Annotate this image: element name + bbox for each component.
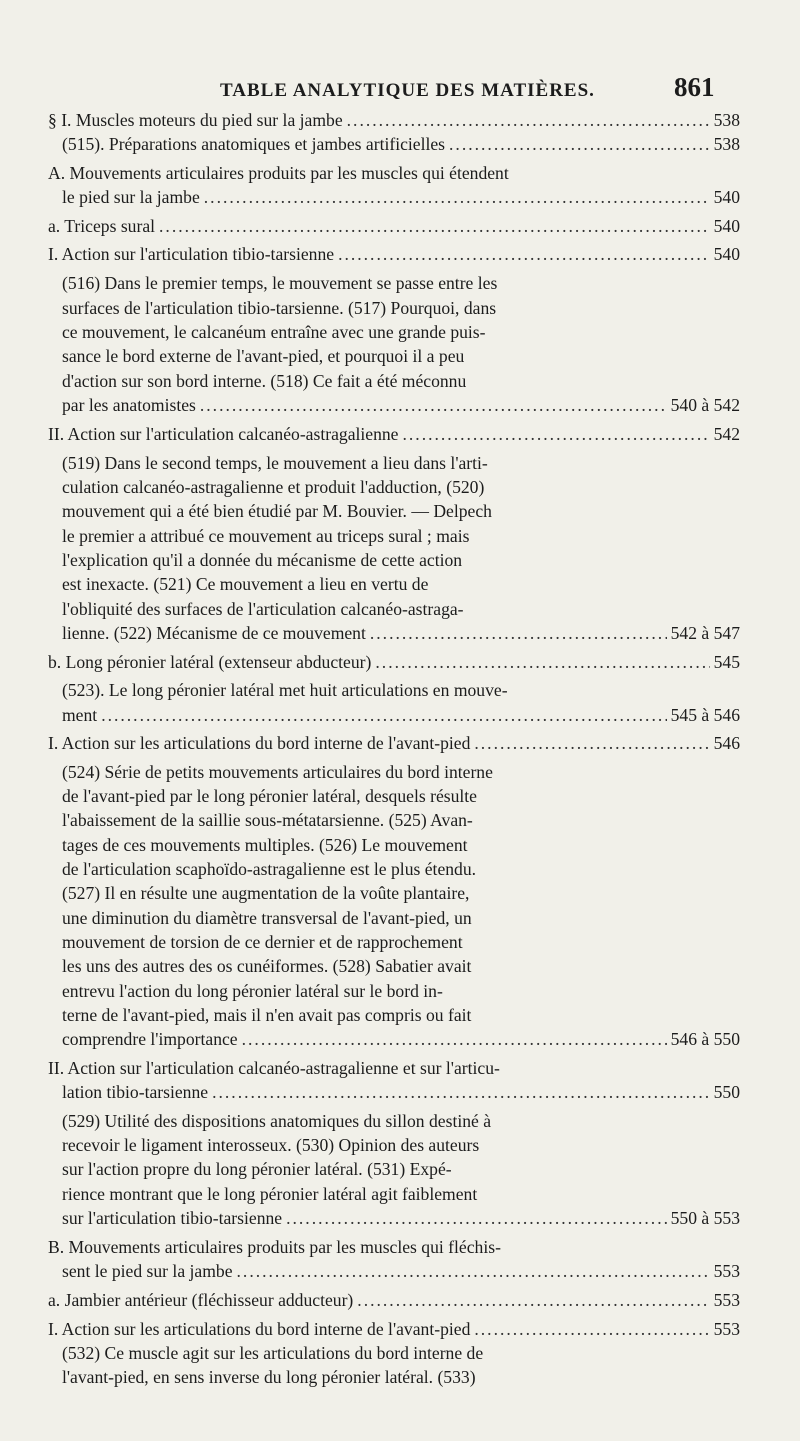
toc-entry-text: ce mouvement, le calcanéum entraîne avec une grande puis- (62, 322, 486, 342)
toc-entry-text: surfaces de l'articulation tibio-tarsienne. (517) Pourquoi, dans (62, 298, 497, 318)
toc-line (62, 1109, 740, 1133)
toc-entry-text: comprendre l'importance (62, 1029, 238, 1049)
toc-entry-text: recevoir le ligament interosseux. (530) Opinion des auteurs (62, 1135, 480, 1155)
toc-line (48, 242, 740, 266)
dot-leader (357, 1288, 709, 1312)
toc-line (62, 1206, 740, 1230)
toc-line (62, 881, 740, 905)
toc-line (62, 597, 740, 621)
toc-line (62, 499, 740, 523)
toc-entry-text: lation tibio-tarsienne (62, 1082, 209, 1102)
toc-entry-text: tages de ces mouvements multiples. (526) Le mouvement (62, 835, 468, 855)
toc-page-ref: 545 (713, 652, 740, 672)
toc-line (62, 833, 740, 857)
dot-leader (403, 422, 710, 446)
toc-line (62, 271, 740, 295)
toc-line (62, 1365, 740, 1389)
dot-leader (101, 703, 666, 727)
toc-page-ref: 540 (713, 244, 740, 264)
toc-line (62, 132, 740, 156)
toc-page-ref: 540 (713, 216, 740, 236)
toc-entry-text: II. Action sur l'articulation calcanéo-astragalienne (48, 424, 399, 444)
toc-line (62, 1259, 740, 1283)
toc-line (48, 161, 740, 185)
toc-line (62, 1182, 740, 1206)
toc-entry-text: B. Mouvements articulaires produits par les muscles qui fléchis- (48, 1237, 501, 1257)
toc-entry-text: (524) Série de petits mouvements articulaires du bord interne (62, 762, 493, 782)
toc-entry-text: mouvement qui a été bien étudié par M. Bouvier. — Delpech (62, 501, 492, 521)
toc-page-ref: 550 à 553 (670, 1208, 740, 1228)
toc-line (62, 548, 740, 572)
toc-entry-text: sent le pied sur la jambe (62, 1261, 233, 1281)
toc-line (62, 760, 740, 784)
running-title: TABLE ANALYTIQUE DES MATIÈRES. (220, 80, 595, 101)
toc-entry-text: de l'articulation scaphoïdo-astragalienne est le plus étendu. (62, 859, 477, 879)
toc-page-ref: 540 à 542 (670, 395, 740, 415)
toc-entry-text: l'avant-pied, en sens inverse du long péronier latéral. (533) (62, 1367, 476, 1387)
toc-entry-text: est inexacte. (521) Ce mouvement a lieu en vertu de (62, 574, 429, 594)
dot-leader (159, 214, 710, 238)
toc-entry-text: A. Mouvements articulaires produits par les muscles qui étendent (48, 163, 509, 183)
toc-page-ref: 545 à 546 (670, 705, 740, 725)
toc-line (62, 1341, 740, 1365)
toc-line (48, 214, 740, 238)
page-number: 861 (674, 72, 715, 102)
toc-line (48, 108, 740, 132)
toc-page-ref: 553 (713, 1319, 740, 1339)
toc-line (62, 979, 740, 1003)
toc-line (62, 185, 740, 209)
toc-line (62, 320, 740, 344)
toc-page-ref: 550 (713, 1082, 740, 1102)
toc-entry-text: par les anatomistes (62, 395, 196, 415)
toc-line (62, 572, 740, 596)
dot-leader (242, 1027, 667, 1051)
toc-entry-text: lienne. (522) Mécanisme de ce mouvement (62, 623, 366, 643)
dot-leader (449, 132, 710, 156)
toc-entry-text: sur l'articulation tibio-tarsienne (62, 1208, 283, 1228)
toc-line (62, 621, 740, 645)
toc-line (62, 393, 740, 417)
dot-leader (212, 1080, 710, 1104)
toc-line (48, 1288, 740, 1312)
toc-entry-text: (519) Dans le second temps, le mouvement a lieu dans l'arti- (62, 453, 488, 473)
toc-page-ref: 542 (713, 424, 740, 444)
toc-page-ref: 540 (713, 187, 740, 207)
toc-entry-text: ment (62, 705, 98, 725)
toc-entry-text: le premier a attribué ce mouvement au triceps sural ; mais (62, 526, 470, 546)
toc-line (62, 954, 740, 978)
toc-line (62, 475, 740, 499)
toc-entry-text: mouvement de torsion de ce dernier et de rapprochement (62, 932, 463, 952)
toc-line (62, 784, 740, 808)
toc-entry-text: d'action sur son bord interne. (518) Ce fait a été méconnu (62, 371, 467, 391)
toc-line (62, 678, 740, 702)
dot-leader (347, 108, 710, 132)
dot-leader (204, 185, 710, 209)
dot-leader (200, 393, 667, 417)
toc-entry-text: une diminution du diamètre transversal de l'avant-pied, un (62, 908, 472, 928)
toc-entry-text: rience montrant que le long péronier latéral agit faiblement (62, 1184, 478, 1204)
toc-line (62, 344, 740, 368)
toc-line (48, 1317, 740, 1341)
toc-entry-text: les uns des autres des os cunéiformes. (528) Sabatier avait (62, 956, 472, 976)
toc-line (62, 930, 740, 954)
toc-page-ref: 553 (713, 1290, 740, 1310)
dot-leader (286, 1206, 667, 1230)
toc-entry-text: I. Action sur l'articulation tibio-tarsienne (48, 244, 335, 264)
toc-line (48, 731, 740, 755)
dot-leader (370, 621, 667, 645)
toc-entry-text: culation calcanéo-astragalienne et produit l'adduction, (520) (62, 477, 485, 497)
toc-page-ref: 542 à 547 (670, 623, 740, 643)
page-header (0, 72, 800, 108)
toc-line (48, 1056, 740, 1080)
toc-line (62, 703, 740, 727)
toc-page-ref: 538 (713, 110, 740, 130)
toc-page-ref: 546 (713, 733, 740, 753)
toc-entry-text: l'obliquité des surfaces de l'articulation calcanéo-astraga- (62, 599, 464, 619)
toc-line (62, 1133, 740, 1157)
toc-entry-text: (515). Préparations anatomiques et jambes artificielles (62, 134, 446, 154)
toc-entry-text: (527) Il en résulte une augmentation de la voûte plantaire, (62, 883, 470, 903)
toc-page-ref: 553 (713, 1261, 740, 1281)
toc-line (62, 451, 740, 475)
toc-entry-text: entrevu l'action du long péronier latéral sur le bord in- (62, 981, 443, 1001)
toc-line (62, 1080, 740, 1104)
toc-entry-text: I. Action sur les articulations du bord interne de l'avant-pied (48, 1319, 471, 1339)
toc-entry-text: (523). Le long péronier latéral met huit articulations en mouve- (62, 680, 508, 700)
toc-line (48, 650, 740, 674)
toc-line (62, 369, 740, 393)
toc-line (62, 524, 740, 548)
toc-entry-text: I. Action sur les articulations du bord interne de l'avant-pied (48, 733, 471, 753)
dot-leader (375, 650, 709, 674)
toc-entry-text: b. Long péronier latéral (extenseur abducteur) (48, 652, 372, 672)
toc-entry-text: (529) Utilité des dispositions anatomiques du sillon destiné à (62, 1111, 492, 1131)
toc-line (62, 906, 740, 930)
toc-entry-text: (516) Dans le premier temps, le mouvement se passe entre les (62, 273, 498, 293)
toc-line (48, 422, 740, 446)
toc-line (62, 857, 740, 881)
dot-leader (338, 242, 710, 266)
toc-line (62, 1027, 740, 1051)
dot-leader (474, 731, 709, 755)
toc-page-ref: 546 à 550 (670, 1029, 740, 1049)
toc-entry-text: II. Action sur l'articulation calcanéo-astragalienne et sur l'articu- (48, 1058, 500, 1078)
toc-line (48, 1235, 740, 1259)
table-of-contents (0, 108, 800, 1408)
toc-line (62, 1003, 740, 1027)
toc-entry-text: l'abaissement de la saillie sous-métatarsienne. (525) Avan- (62, 810, 473, 830)
toc-line (62, 808, 740, 832)
toc-entry-text: sance le bord externe de l'avant-pied, et pourquoi il a peu (62, 346, 465, 366)
toc-entry-text: l'explication qu'il a donnée du mécanisme de cette action (62, 550, 463, 570)
toc-entry-text: de l'avant-pied par le long péronier latéral, desquels résulte (62, 786, 477, 806)
toc-line (62, 296, 740, 320)
toc-entry-text: le pied sur la jambe (62, 187, 200, 207)
toc-entry-text: sur l'action propre du long péronier latéral. (531) Expé- (62, 1159, 452, 1179)
toc-entry-text: terne de l'avant-pied, mais il n'en avait pas compris ou fait (62, 1005, 472, 1025)
toc-entry-text: a. Jambier antérieur (fléchisseur adducteur) (48, 1290, 354, 1310)
toc-entry-text: (532) Ce muscle agit sur les articulations du bord interne de (62, 1343, 484, 1363)
toc-entry-text: a. Triceps sural (48, 216, 156, 236)
dot-leader (474, 1317, 709, 1341)
toc-entry-text: § I. Muscles moteurs du pied sur la jambe (48, 110, 343, 130)
toc-line (62, 1157, 740, 1181)
dot-leader (237, 1259, 710, 1283)
toc-page-ref: 538 (713, 134, 740, 154)
